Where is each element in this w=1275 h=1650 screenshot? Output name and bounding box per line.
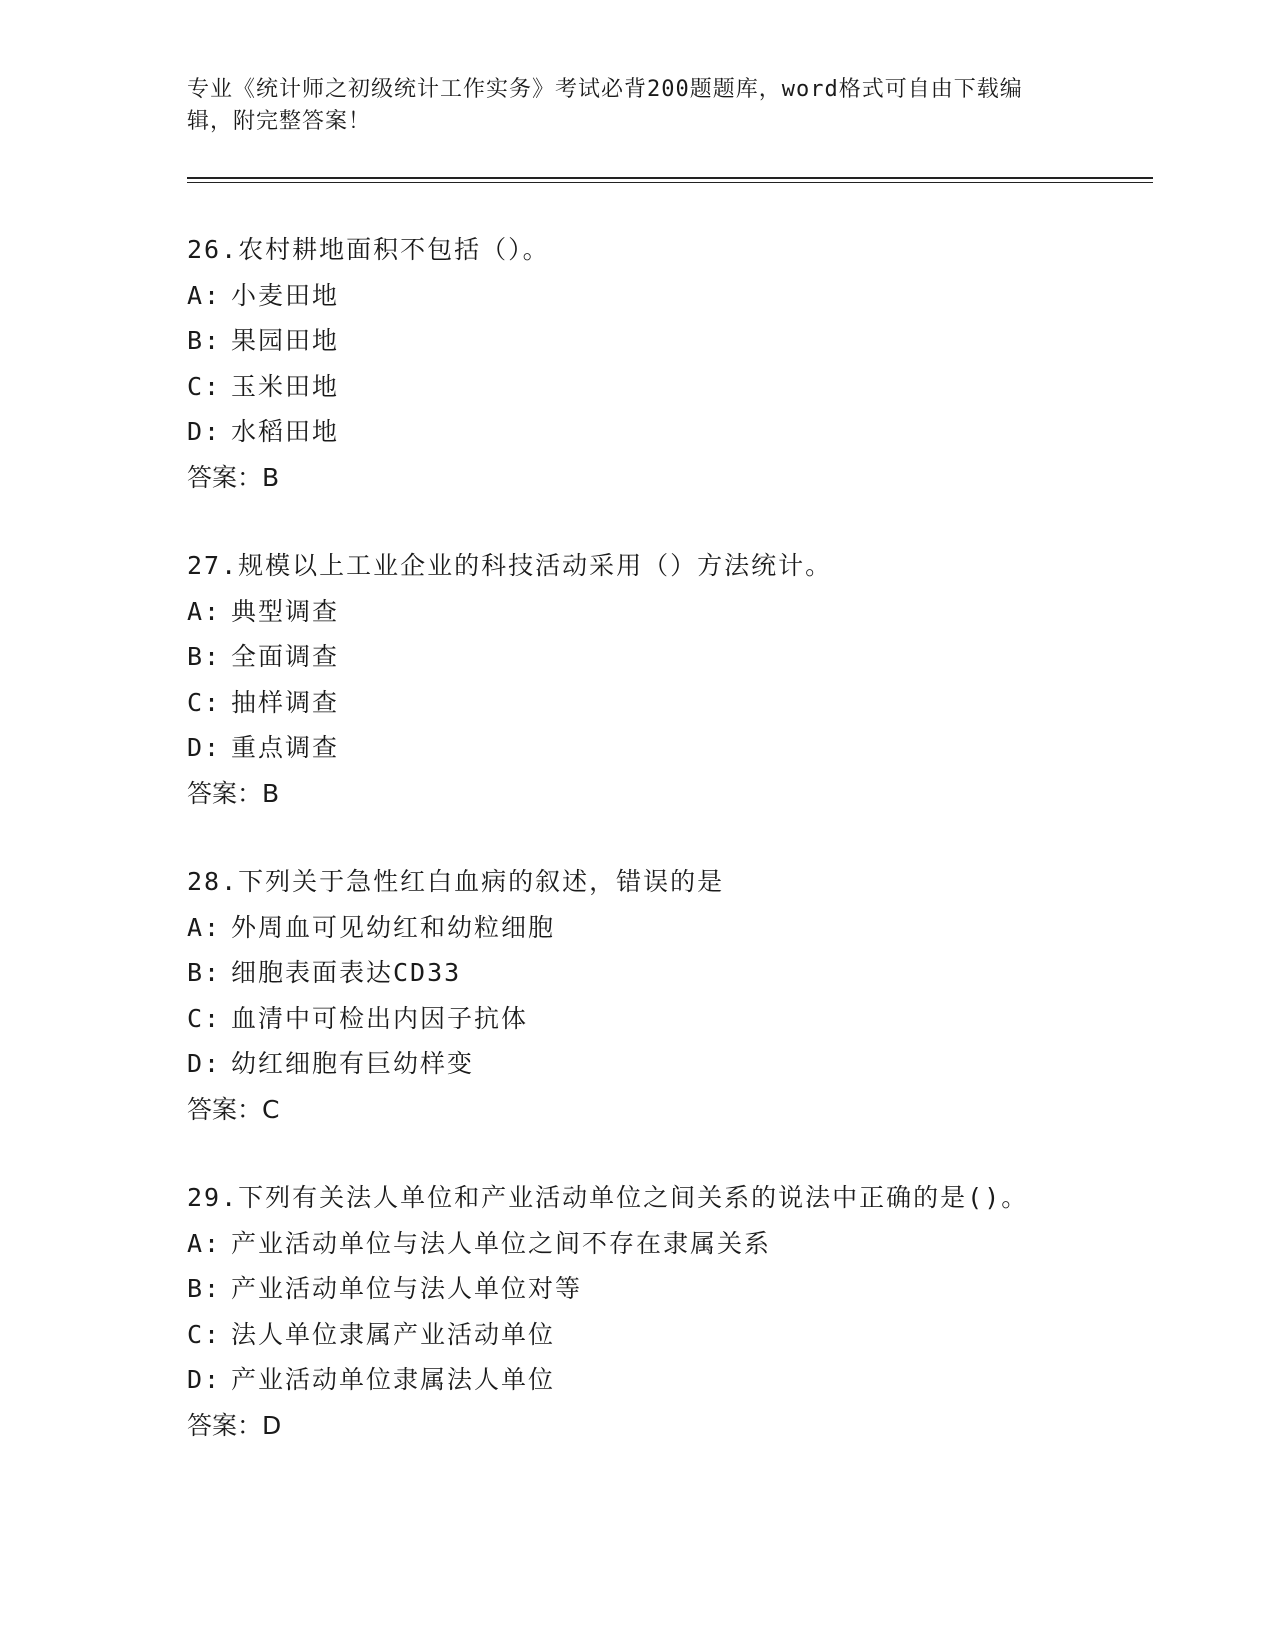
option-letter: B:	[187, 1274, 222, 1303]
option-d	[187, 725, 1147, 771]
answer-line: 答案：C	[187, 1094, 280, 1124]
option-letter: C:	[187, 1319, 222, 1349]
option-letter: A:	[187, 1228, 222, 1258]
option-text: 法人单位隶属产业活动单位	[231, 1319, 556, 1349]
option-letter: A:	[187, 912, 222, 942]
option-letter: D:	[187, 417, 222, 446]
option-text: 水稻田地	[231, 417, 340, 446]
answer-line: 答案：D	[187, 1410, 282, 1440]
option-text: 全面调查	[231, 642, 340, 671]
option-b	[187, 318, 1147, 364]
question-28	[187, 859, 1147, 1132]
option-text: 幼红细胞有巨幼样变	[231, 1049, 475, 1078]
option-letter: A:	[187, 596, 222, 626]
question-stem: 28.下列关于急性红白血病的叙述，错误的是	[187, 867, 725, 896]
option-c	[187, 1312, 1147, 1358]
question-stem: 26.农村耕地面积不包括（）。	[187, 235, 550, 264]
option-letter: D:	[187, 1365, 222, 1394]
option-letter: B:	[187, 642, 222, 671]
option-a	[187, 905, 1147, 951]
option-text: 血清中可检出内因子抗体	[231, 1003, 529, 1033]
option-letter: A:	[187, 280, 222, 310]
option-d	[187, 1041, 1147, 1087]
question-stem: 29.下列有关法人单位和产业活动单位之间关系的说法中正确的是()。	[187, 1183, 1029, 1212]
option-text: 抽样调查	[231, 687, 340, 717]
option-c	[187, 680, 1147, 726]
option-text: 典型调查	[231, 596, 340, 626]
header-divider-thick	[187, 177, 1153, 179]
option-a	[187, 589, 1147, 635]
option-text: 重点调查	[231, 733, 340, 762]
option-a	[187, 1221, 1147, 1267]
option-c	[187, 364, 1147, 410]
option-d	[187, 409, 1147, 455]
option-d	[187, 1357, 1147, 1403]
option-letter: B:	[187, 326, 222, 355]
header-divider-thin	[187, 182, 1153, 183]
question-26	[187, 227, 1147, 500]
option-text: 玉米田地	[231, 371, 340, 401]
document-header: 专业《统计师之初级统计工作实务》考试必背200题题库，word格式可自由下载编辑，附完整答案！	[187, 77, 1023, 134]
option-b	[187, 634, 1147, 680]
option-letter: D:	[187, 733, 222, 762]
option-letter: D:	[187, 1049, 222, 1078]
option-letter: C:	[187, 1003, 222, 1033]
option-text: 小麦田地	[231, 280, 340, 310]
question-29	[187, 1175, 1147, 1448]
option-letter: B:	[187, 958, 222, 987]
question-27	[187, 543, 1147, 816]
option-text: 产业活动单位与法人单位对等	[231, 1274, 583, 1303]
option-c	[187, 996, 1147, 1042]
option-text: 产业活动单位与法人单位之间不存在隶属关系	[231, 1228, 772, 1258]
option-text: 产业活动单位隶属法人单位	[231, 1365, 556, 1394]
option-b	[187, 950, 1147, 996]
option-letter: C:	[187, 687, 222, 717]
option-b	[187, 1266, 1147, 1312]
option-text: 果园田地	[231, 326, 340, 355]
option-a	[187, 273, 1147, 319]
answer-line: 答案：B	[187, 462, 280, 492]
option-text: 细胞表面表达CD33	[231, 958, 462, 987]
option-letter: C:	[187, 371, 222, 401]
question-stem: 27.规模以上工业企业的科技活动采用（）方法统计。	[187, 551, 833, 580]
option-text: 外周血可见幼红和幼粒细胞	[231, 912, 556, 942]
answer-line: 答案：B	[187, 778, 280, 808]
